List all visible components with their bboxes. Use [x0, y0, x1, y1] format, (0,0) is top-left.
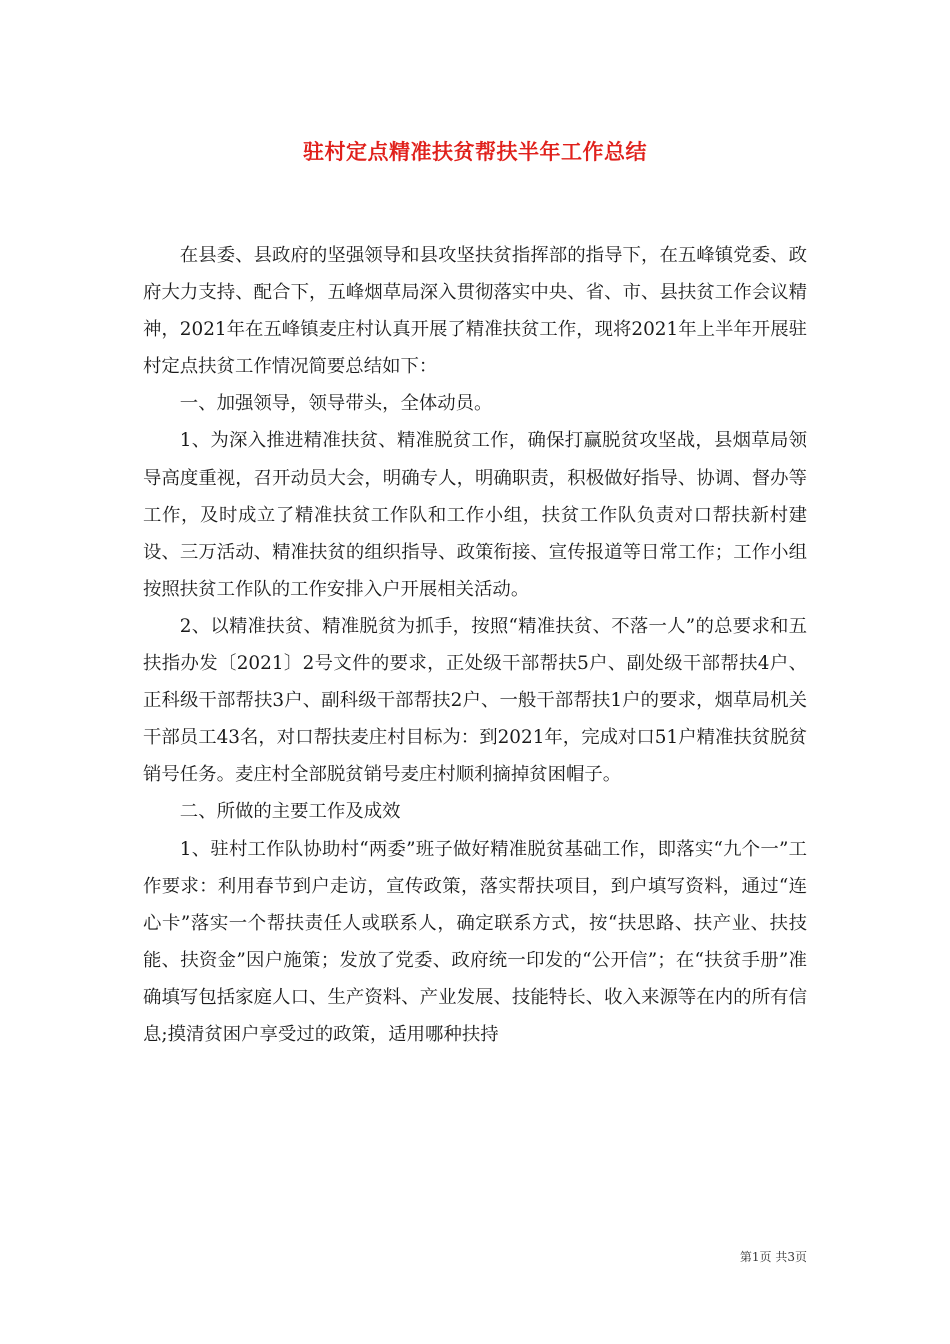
paragraph-intro: 在县委、县政府的坚强领导和县攻坚扶贫指挥部的指导下，在五峰镇党委、政府大力支持、配合下，五峰烟草局深入贯彻落实中央、省、市、县扶贫工作会议精神，2021年在五峰镇麦庄村认真开展了精准扶贫工作，现将2021年上半年开展驻村定点扶贫工作情况简要总结如下： — [143, 245, 807, 378]
paragraph-section-2-heading: 二、所做的主要工作及成效 — [179, 801, 401, 823]
paragraph-section-1-heading: 一、加强领导，领导带头，全体动员。 — [179, 393, 493, 415]
document-title: 驻村定点精准扶贫帮扶半年工作总结 — [303, 139, 647, 164]
document-body — [143, 237, 807, 1053]
paragraph-section-1-item-1: 1、为深入推进精准扶贫、精准脱贫工作，确保打赢脱贫攻坚战，县烟草局领导高度重视，召开动员大会，明确专人，明确职责，积极做好指导、协调、督办等工作，及时成立了精准扶贫工作队和工作小组，扶贫工作队负责对口帮扶新村建设、三万活动、精准扶贫的组织指导、政策衔接、宣传报道等日常工作；工作小组按照扶贫工作队的工作安排入户开展相关活动。 — [143, 430, 807, 600]
page-number: 第1页 共3页 — [739, 1250, 807, 1264]
paragraph-section-1-item-2: 2、以精准扶贫、精准脱贫为抓手，按照“精准扶贫、不落一人”的总要求和五扶指办发〔2021〕2号文件的要求，正处级干部帮扶5户、副处级干部帮扶4户、正科级干部帮扶3户、副科级干部帮扶2户、一般干部帮扶1户的要求，烟草局机关干部员工43名，对口帮扶麦庄村目标为：到2021年，完成对口51户精准扶贫脱贫销号任务。麦庄村全部脱贫销号麦庄村顺利摘掉贫困帽子。 — [143, 615, 807, 786]
paragraph-section-2-item-1: 1、驻村工作队协助村“两委”班子做好精准脱贫基础工作，即落实“九个一”工作要求：利用春节到户走访，宣传政策，落实帮扶项目，到户填写资料，通过“连心卡”落实一个帮扶责任人或联系人，确定联系方式，按“扶思路、扶产业、扶技能、扶资金”因户施策；发放了党委、政府统一印发的“公开信”；在“扶贫手册”准确填写包括家庭人口、生产资料、产业发展、技能特长、收入来源等在内的所有信息;摸清贫困户享受过的政策，适用哪种扶持 — [143, 838, 807, 1045]
